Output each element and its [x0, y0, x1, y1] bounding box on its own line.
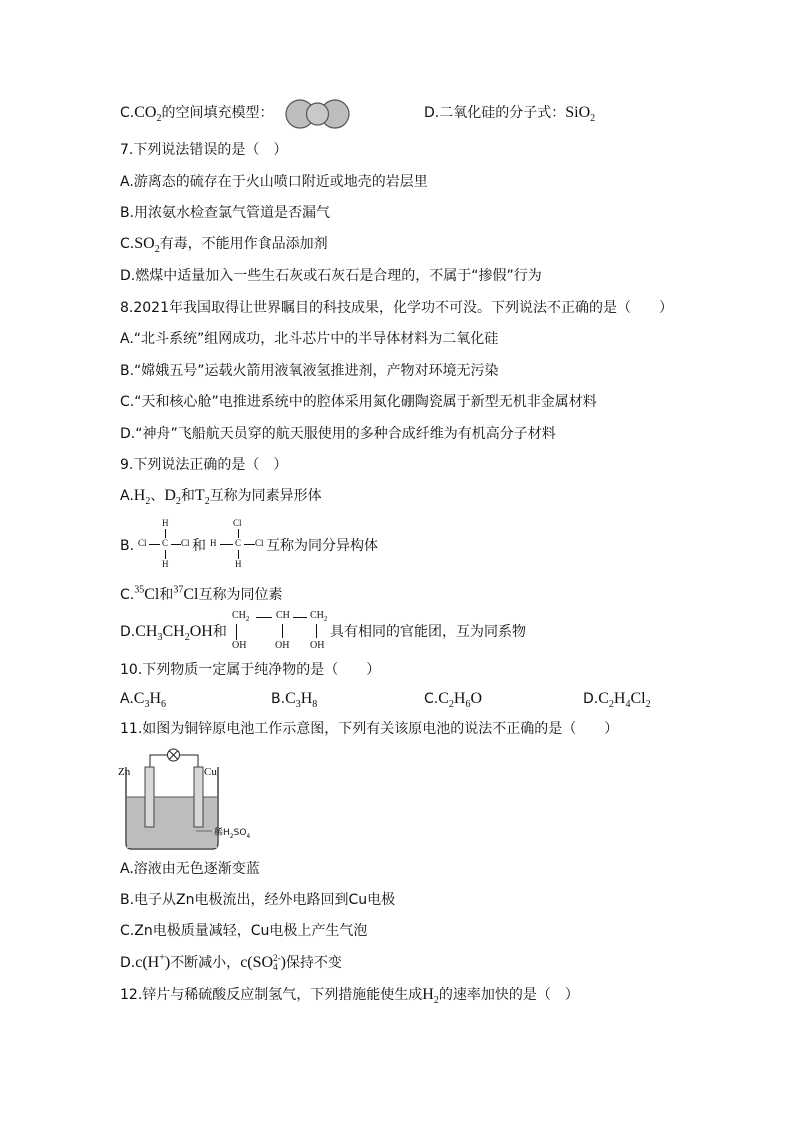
q10-option-d	[583, 690, 651, 711]
d2-formula: $D_2$	[164, 487, 181, 508]
q12-stem	[120, 986, 579, 1007]
q8-option-d: D.“神舟”飞船航天员穿的航天服使用的多种合成纤维为有机高分子材料	[120, 426, 556, 442]
q8-option-a: A.“北斗系统”组网成功，北斗芯片中的半导体材料为二氧化硅	[120, 331, 499, 347]
c2h6o-formula: $C_2H_6O$	[438, 690, 483, 711]
q8-option-b: B.“嫦娥五号”运载火箭用液氧液氢推进剂，产物对环境无污染	[120, 363, 499, 379]
h2-formula: $H_2$	[133, 487, 151, 508]
q7-option-d: D.燃煤中适量加入一些生石灰或石灰石是合理的，不属于“掺假”行为	[120, 268, 542, 284]
q6-option-c	[120, 104, 274, 125]
q10-option-a	[120, 690, 167, 711]
glycerol-structure: $CH_2$ CH $CH_2$ OH OH OH	[232, 610, 328, 651]
zn-label: Zn	[118, 766, 131, 778]
option-letter: C.	[120, 236, 135, 252]
conjunction: 和	[212, 624, 227, 640]
q7-option-c	[120, 235, 328, 256]
option-letter: B.	[271, 691, 286, 707]
ethanol-formula: $CH_3CH_2OH$	[135, 623, 213, 644]
q9-option-b-text: 互称为同分异构体	[266, 538, 378, 554]
option-letter: A.	[120, 488, 134, 504]
option-text-mid: 不断减小，	[170, 955, 241, 971]
option-text-tail: 保持不变	[285, 955, 342, 971]
co2-formula: $CO_2$	[134, 104, 162, 125]
dichloromethane-structure-2: Cl H C Cl H	[210, 518, 264, 569]
q11-option-a: A.溶液由无色逐渐变蓝	[120, 861, 260, 877]
q7-option-a: A.游离态的硫存在于火山喷口附近或地壳的岩层里	[120, 174, 428, 190]
q11-stem: 11.如图为铜锌原电池工作示意图，下列有关该原电池的说法不正确的是（ ）	[120, 721, 619, 737]
dichloromethane-structure-1: H Cl C Cl H	[138, 518, 190, 569]
co2-space-filling-model	[283, 98, 353, 130]
q9-option-b-and: 和	[192, 538, 206, 554]
t2-formula: $T_2$	[194, 487, 210, 508]
q11-option-c: C.Zn电极质量减轻，Cu电极上产生气泡	[120, 923, 368, 939]
q7-option-b: B.用浓氨水检查氯气管道是否漏气	[120, 205, 331, 221]
h2-formula: $H_2$	[422, 986, 439, 1007]
conjunction: 和	[180, 488, 195, 504]
q9-option-d-prefix	[120, 623, 227, 644]
option-text: 互称为同位素	[198, 587, 283, 603]
q11-option-b: B.电子从Zn电极流出，经外电路回到Cu电极	[120, 892, 396, 908]
option-text: 的空间填充模型：	[161, 105, 274, 121]
h-ion-concentration: c(H+)	[135, 952, 171, 971]
solution-label: 稀$H_2SO_4$	[214, 828, 251, 840]
sulfate-ion-concentration: c(SO 2- 4 )	[240, 953, 286, 973]
zn-electrode	[145, 767, 154, 827]
cl37-isotope: $^{37}$Cl	[173, 584, 199, 603]
q10-option-b	[271, 690, 318, 711]
stem-text: 12.锌片与稀硫酸反应制氢气，下列措施能使生成	[120, 987, 423, 1003]
option-letter: A.	[120, 691, 134, 707]
option-letter: C.	[120, 587, 135, 603]
q9-stem: 9.下列说法正确的是（ ）	[120, 457, 288, 473]
q9-option-b-letter: B.	[120, 538, 135, 554]
option-text: 有毒，不能用作食品添加剂	[159, 236, 328, 252]
cu-electrode	[194, 767, 203, 827]
stem-text-tail: 的速率加快的是（ ）	[438, 987, 579, 1003]
q11-option-d	[120, 954, 342, 972]
q8-stem: 8.2021年我国取得让世界瞩目的科技成果，化学功不可没。下列说法不正确的是（ ）	[120, 300, 673, 316]
q8-option-c: C.“天和核心舱”电推进系统中的腔体采用氮化硼陶瓷属于新型无机非金属材料	[120, 394, 597, 410]
option-letter: C.	[424, 691, 439, 707]
c2h4cl2-formula: $C_2H_4Cl_2$	[598, 690, 651, 711]
cu-label: Cu	[204, 766, 217, 778]
q9-option-a	[120, 487, 322, 508]
q6-option-d	[424, 104, 596, 125]
q10-option-c	[424, 690, 483, 711]
option-letter: C.	[120, 105, 135, 121]
option-text: D.二氧化硅的分子式：	[424, 105, 566, 121]
q9-option-c	[120, 586, 282, 604]
option-letter: D.	[120, 624, 136, 640]
option-letter: D.	[120, 955, 136, 971]
option-text: 互称为同素异形体	[209, 488, 322, 504]
so2-formula: $SO_2$	[134, 235, 160, 256]
separator: 、	[150, 488, 165, 504]
q10-stem: 10.下列物质一定属于纯净物的是（ ）	[120, 662, 381, 678]
q9-option-d-text: 具有相同的官能团，互为同系物	[330, 624, 526, 640]
conjunction: 和	[159, 587, 174, 603]
carbon-atom	[307, 103, 329, 125]
c3h6-formula: $C_3H_6$	[133, 690, 167, 711]
c3h8-formula: $C_3H_8$	[285, 690, 318, 711]
galvanic-cell-diagram	[118, 745, 268, 855]
q7-stem: 7.下列说法错误的是（ ）	[120, 142, 288, 158]
option-letter: D.	[583, 691, 599, 707]
cl35-isotope: $^{35}$Cl	[134, 584, 160, 603]
sio2-formula: SiO$_2$	[565, 104, 596, 125]
